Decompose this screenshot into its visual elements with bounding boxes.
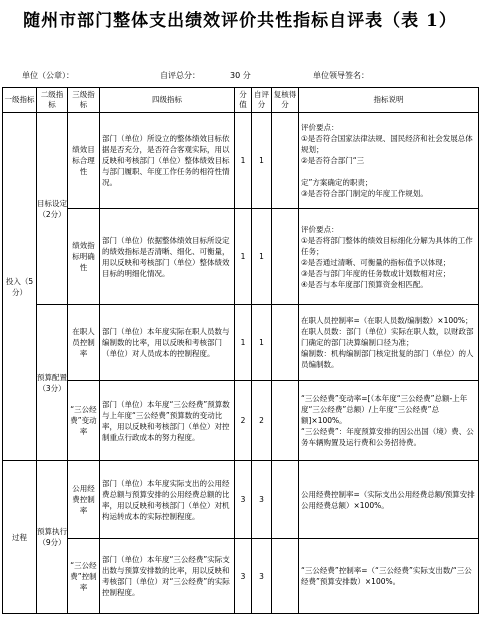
table-header-row	[3, 88, 479, 113]
table-row	[3, 461, 479, 539]
col-header: 三级指标	[68, 88, 100, 113]
indicator-l3: 绩效目标合理性	[68, 113, 100, 209]
score-value: 30 分	[230, 71, 251, 80]
self-score-cell: 2	[252, 381, 272, 461]
self-score-cell: 3	[252, 539, 272, 614]
group-goal-setting: 目标设定（2分）	[37, 113, 68, 305]
review-score-cell	[272, 461, 299, 539]
table-row	[3, 381, 479, 461]
table-row	[3, 305, 479, 381]
group-process: 过程	[3, 461, 37, 614]
indicator-l4: 部门（单位）本年度实际在职人员数与编制数的比率，用以反映和考核部门（单位）对人员成本的控制程度。	[100, 305, 235, 381]
self-score-cell: 1	[252, 209, 272, 305]
score-cell: 1	[235, 113, 252, 209]
table-row	[3, 113, 479, 209]
col-header: 指标说明	[299, 88, 479, 113]
indicator-l4: 部门（单位）本年度实际支出的公用经费总额与预算安排的公用经费总额的比率，用以反映和考核部门（单位）对机构运转成本的实际控制程度。	[100, 461, 235, 539]
indicator-notes: “三公经费”控制率=（“三公经费”实际支出数/“三公经费”预算安排数）×100%。	[299, 539, 479, 614]
indicator-l3: 在职人员控制率	[68, 305, 100, 381]
indicator-l4: 部门（单位）所设立的整体绩效目标依据是否充分，是否符合客观实际，用以反映和考核部门（单位）整体绩效目标与部门履职、年度工作任务的相符性情况。	[100, 113, 235, 209]
indicator-l3: “三公经费”变动率	[68, 381, 100, 461]
col-header: 一级指标	[3, 88, 37, 113]
review-score-cell	[272, 305, 299, 381]
leader-label: 单位领导签名：	[313, 71, 369, 80]
indicator-notes: 公用经费控制率=（实际支出公用经费总额/预算安排公用经费总额）×100%。	[299, 461, 479, 539]
table-row	[3, 539, 479, 614]
col-header: 分值	[235, 88, 252, 113]
col-header: 二级指标	[37, 88, 68, 113]
self-score-cell: 1	[252, 113, 272, 209]
indicator-l3: 公用经费控制率	[68, 461, 100, 539]
group-budget-exec: 预算执行（9分）	[37, 461, 68, 614]
indicator-notes: 在职人员控制率=（在职人员数/编制数）×100%； 在职人员数：部门（单位）实际在职人数，以财政部门确定的部门决算编制口径为准； 编制数：机构编制部门核定批复的部门（单位）的人员编制数。	[299, 305, 479, 381]
review-score-cell	[272, 113, 299, 209]
score-cell: 3	[235, 461, 252, 539]
group-budget-alloc: 预算配置（3分）	[37, 305, 68, 461]
score-cell: 3	[235, 539, 252, 614]
score-label: 自评总分：	[160, 71, 200, 80]
indicator-l4: 部门（单位）本年度“三公经费”实际支出数与预算安排数的比率，用以反映和考核部门（单位）对“三公经费”的实际控制程度。	[100, 539, 235, 614]
review-score-cell	[272, 381, 299, 461]
indicator-l4: 部门（单位）本年度“三公经费”预算数与上年度“三公经费”预算数的变动比率，用以反映和考核部门（单位）对控制重点行政成本的努力程度。	[100, 381, 235, 461]
indicator-notes: “三公经费”变动率=[（本年度“三公经费”总额-上年度“三公经费”总额）/上年度“三公经费”总额]×100%。 “三公经费”：年度预算安排的因公出国（境）费、公务车辆购置及运行费和公务招待费。	[299, 381, 479, 461]
col-header: 四级指标	[100, 88, 235, 113]
col-header: 自评分	[252, 88, 272, 113]
group-investment: 投入（5分）	[3, 113, 37, 461]
indicator-l3: “三公经费”控制率	[68, 539, 100, 614]
score-cell: 1	[235, 209, 252, 305]
indicator-l3: 绩效指标明确性	[68, 209, 100, 305]
review-score-cell	[272, 539, 299, 614]
review-score-cell	[272, 209, 299, 305]
indicator-table	[2, 87, 479, 614]
self-score-cell: 1	[252, 305, 272, 381]
self-score-cell: 3	[252, 461, 272, 539]
page-title: 随州市部门整体支出绩效评价共性指标自评表（表 1）	[23, 11, 457, 31]
table-row	[3, 209, 479, 305]
score-cell: 1	[235, 305, 252, 381]
score-cell: 2	[235, 381, 252, 461]
indicator-l4: 部门（单位）依据整体绩效目标所设定的绩效指标是否清晰、细化、可衡量，用以反映和考核部门（单位）整体绩效目标的明细化情况。	[100, 209, 235, 305]
col-header: 复核得分	[272, 88, 299, 113]
unit-label: 单位（公章）：	[22, 71, 74, 80]
indicator-notes: 评价要点： ①是否将部门整体的绩效目标细化分解为具体的工作任务； ②是否通过清晰、可衡量的指标值予以体现； ③是否与部门年度的任务数或计划数相对应； ④是否与本年度部门预算资金相匹配。	[299, 209, 479, 305]
indicator-notes: 评价要点： ①是否符合国家法律法规、国民经济和社会发展总体规划； ②是否符合部门“三 定”方案确定的职责； ③是否符合部门制定的年度工作规划。	[299, 113, 479, 209]
